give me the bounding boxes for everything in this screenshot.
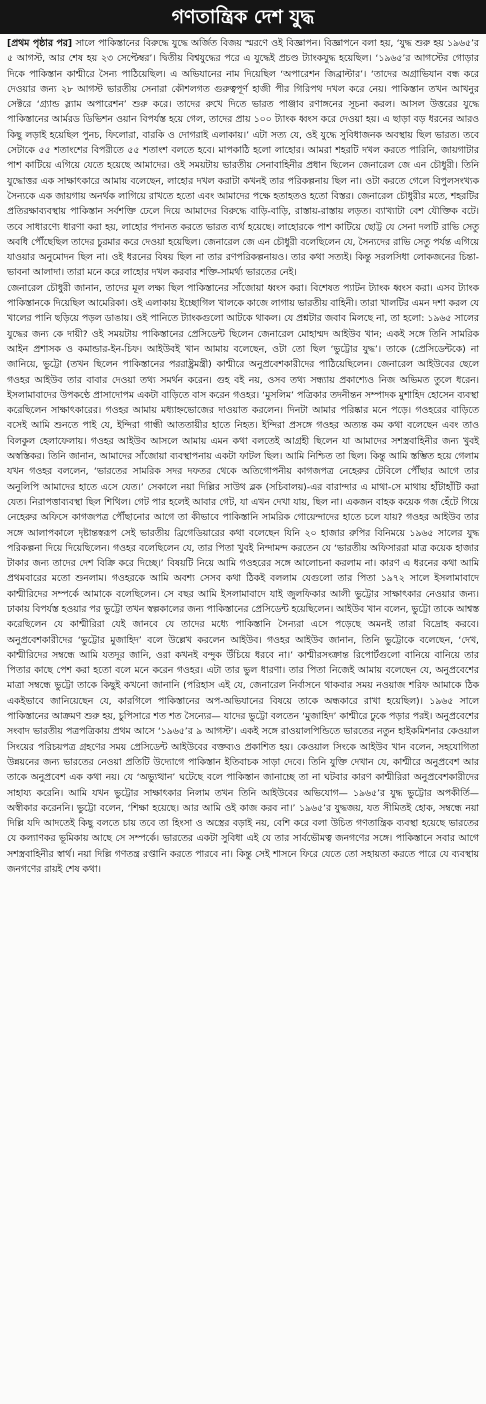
article-body <box>7 36 479 877</box>
headline: গণতান্ত্রিক দেশ যুদ্ধ <box>0 0 486 34</box>
continued-from-page-label: [প্রথম পৃষ্ঠার পর] <box>7 38 73 49</box>
paragraph-text: সালে পাকিস্তানের বিরুদ্ধে যুদ্ধে অর্জিত বিজয় স্মরণে ওই বিজ্ঞাপন। বিজ্ঞাপনে বলা হয়, ‘যুদ্ধ শুরু হয় ১৯৬৫’র ৫ আগস্ট, আর শেষ হয় ২৩ সেপ্টেম্বর’। দ্বিতীয় বিশ্বযুদ্ধের পরে এ যুদ্ধেই প্রচণ্ড ট্যাংকযুদ্ধ হয়েছিল। ‘১৯৬৫’র আগস্টের গোড়ার দিকে পাকিস্তান কাশ্মীরে সৈন্য পাঠিয়েছিল। এ অভিযানের নাম দিয়েছিল ‘অপারেশন জিব্রাল্টার’। ‘তাদের অগ্রাভিযান বন্ধ করে দেওয়ার জন্য ২৮ আগস্ট ভারতীয় সেনারা কৌশলগত গুরুত্বপূর্ণ হাজী পীর গিরিপথ দখল করে নেয়। পাকিস্তান তখন আখনুর সেক্টরে ‘গ্র্যান্ড স্ল্যাম অপারেশন’ শুরু করে। তাদের রুখে দিতে ভারত পাঞ্জাব রণাঙ্গনের সূচনা করল। আসল উত্তরের যুদ্ধে পাকিস্তানের আর্মরড ডিভিশন ওয়ান বিপর্যস্ত হয়ে গেল, তাদের প্রায় ১০০ ট্যাংক ধ্বংস করে দেওয়া হয়। এ ছাড়া বড় ধরনের আরও কিছু লড়াই হয়েছিল পুনচ, ফিলোরা, বারকি ও দোগরাই এলাকায়।’ এটা সত্য যে, ওই যুদ্ধে সুবিধাজনক অবস্থায় ছিল ভারত। তবে সেটাকে ৫৫ শতাংশের বিপরীতে ৫৫ শতাংশ বলতে হবে। মাপকাঠি হলো লাহোর। আমরা শহরটি দখল করতে পারিনি, জায়গাটার পাশ কাটিয়ে এগিয়ে যেতে হয়েছে আমাদের। ওই সময়টায় ভারতীয় সেনাবাহিনীর প্রধান ছিলেন জেনারেল জে এন চৌধুরী। তিনি যুদ্ধোত্তর এক সাক্ষাৎকারে আমায় বলেছেন, লাহোর দখল করাটা কখনই তার পরিকল্পনায় ছিল না। ওটা করতে গেলে বিপুলসংখ্যক সৈন্যকে এক জায়গায় অনর্থক লাগিয়ে রাখতে হতো এবং আমাদের পক্ষে হতাহতও হতো বিস্তর। জেনারেল চৌধুরীর মতে, শহরটির প্রতিরক্ষাব্যবস্থায় পাকিস্তান সর্বশক্তি ঢেলে দিয়ে আমাদের বিরুদ্ধে বাড়ি-বাড়ি, রাস্তায়-রাস্তায় লড়ত। ব্যাখ্যাটা বেশ যৌক্তিক বটে। তবে সাধারণ্যে ধারণা করা হয়, লাহোর পদানত করতে ভারত ব্যর্থ হয়েছে। লাহোরকে পাশ কাটিয়ে ছোট্ট যে সেনা দলটি রাভি সেতু অবধি পৌঁছেছিল তাদের চুরমার করে দেওয়া হয়েছিল। জেনারেল জে এন চৌধুরী বলেছিলেন যে, সৈন্যদের রাভি সেতু পর্যন্ত এগিয়ে যাওয়ার অনুমোদন ছিল না। ওই ধরনের বিষয় ছিল না তার রণপরিকল্পনায়ও। তার কথা সত্যই। কিন্তু সরলসিধা লোকজনের চিন্তা-ভাবনা আলাদা। তারা মনে করে লাহোর দখল করবার শক্তি-সামর্থ্য ভারতের নেই। <box>7 38 479 279</box>
article-paragraph-2: জেনারেল চৌধুরী জানান, তাদের মূল লক্ষ্য ছিল পাকিস্তানের সাঁজোয়া ধ্বংস করা। বিশেষত প্যাটন ট্যাংক ধ্বংস করা। এসব ট্যাংক পাকিস্তানকে দিয়েছিল আমেরিকা। ওই এলাকায় ইচ্ছোগিল খালকে কাজে লাগায় ভারতীয় বাহিনী। তারা খালটির এমন দশা করল যে খালের পানি ছড়িয়ে পড়ল ডাঙায়। ওই পানিতে ট্যাংকগুলো আটকে থাকল। যে প্রশ্নটার জবাব মিলছে না, তা হলো: ১৯৬৫ সালের যুদ্ধের জন্য কে দায়ী? ওই সময়টায় পাকিস্তানের প্রেসিডেন্ট ছিলেন জেনারেল মোহাম্মদ আইউব খান; একই সঙ্গে তিনি সামরিক আইন প্রশাসক ও কমান্ডার-ইন-চিফ। আইউবই খান আমায় বলেছেন, ওটা তো ছিল ‘ভুট্টোর যুদ্ধ’। তাকে (প্রেসিডেন্টকে) না জানিয়ে, ভুট্টো (তখন ছিলেন পাকিস্তানের পররাষ্ট্রমন্ত্রী) কাশ্মীরে অনুপ্রবেশকারীদের পাঠিয়েছিলেন। জেনারেল আইউবের ছেলে গওহর আইউব তার বাবার দেওয়া তথ্য সমর্থন করেন। গুহ বই নয়, ওসব তথ্য সন্ধ্যায় প্রকাশ্যেও নিজ অভিমত তুলে ধরেন। ইসলামাবাদের উপকণ্ঠে প্রাসাদোপম একটা বাড়িতে বাস করেন গওহর। ‘মুসলিম’ পত্রিকার তদনীন্তন সম্পাদক মুশাহিদ হোসেন ব্যবস্থা করেছিলেন সাক্ষাৎকারের। গওহর আমায় মধ্যাহ্নভোজের দাওয়াত করলেন। দিনটা আমার পরিষ্কার মনে পড়ে। গওহরের বাড়িতে বসেই আমি শুনতে পাই যে, ইন্দিরা গান্ধী আততায়ীর হাতে নিহত। ইন্দিরা প্রসঙ্গে গওহর অত্যন্ত কম কথা বলেছেন এবং তাও বিলকুল হেলাফেলায়। গওহর আইউব আসলে আমায় এমন কথা বলতেই আগ্রহী ছিলেন যা আমাদের সশস্ত্রবাহিনীর জন্য খুবই অস্বস্তিকর। তিনি জানান, আমাদের সাঁজোয়া ব্যবস্থাপনায় একটা ফাটল ছিল। আমি নিশ্চিত তা ছিল। কিন্তু আমি স্তম্ভিত হয়ে গেলাম যখন গওহর বললেন, ‘ভারতের সামরিক সদর দফতর থেকে অতিগোপনীয় কাগজপত্র নেহেরুর টেবিলে পৌঁছার আগে তার অনুলিপি আমাদের হাতে এসে যেত।’ সেকালে নয়া দিল্লির সাউথ ব্লক (সচিবালয়)-এর বারান্দার এ মাথা-সে মাথায় হাঁটাহাঁটি করা যেত। নিরাপত্তাব্যবস্থা ছিল শিথিল। গেট পার হলেই আবার গেট, যা এখন দেখা যায়, ছিল না। একজন বাহক কয়েক গজ হেঁটে গিয়ে নেহেরুর অফিসে কাগজপত্র পৌঁছানোর আগে তা কীভাবে পাকিস্তানি সামরিক গোয়েন্দাদের হাতে চলে যায়? গওহর আইউব তার সঙ্গে আলাপকালে দৃষ্টান্তস্বরূপ সেই ভারতীয় ব্রিগেডিয়ারের কথা বলেছেন যিনি ২০ হাজার রুপির বিনিময়ে ১৯৬৫ সালের যুদ্ধ পরিকল্পনা দিয়ে দিয়েছিলেন। গওহর বলেছিলেন যে, তার পিতা খুবই নিন্দামন্দ করতেন যে ‘ভারতীয় অফিসাররা মাত্র কয়েক হাজার টাকার জন্য তাদের দেশ বিক্রি করে দিচ্ছে।’ বিষয়টি নিয়ে আমি গওহরের সঙ্গে আলোচনা করলাম না। কারণ এ ধরনের কথা আমি প্রথমবারের মতো শুনলাম। গওহরকে আমি অবশ্য সেসব কথা ঠিকই বললাম যেগুলো তার পিতা ১৯৭২ সালে ইসলামাবাদে কাশ্মীরিদের সম্পর্কে আমাকে বলেছিলেন। সে বছর আমি ইসলামাবাদে যাই জুলফিকার আলী ভুট্টোর সাক্ষাৎকার নেওয়ার জন্য। ঢাকায় বিপর্যস্ত হওয়ার পর ভুট্টো তখন স্বল্পকালের জন্য পাকিস্তানের প্রেসিডেন্ট হয়েছিলেন। আইউব খান বলেন, ভুট্টো তাকে আশ্বস্ত করেছিলেন যে কাশ্মীরিরা যেই জানবে যে তাদের মধ্যে পাকিস্তানি সৈন্যরা এসে পড়েছে অমনই তারা বিদ্রোহ করবে। অনুপ্রবেশকারীদের ‘ভুট্টোর মুজাহিদ’ বলে উল্লেখ করলেন আইউব। গওহর আইউব জানান, তিনি ভুট্টোকে বলেছেন, ‘দেখ, কাশ্মীরিদের সম্বন্ধে আমি যতদূর জানি, ওরা কখনই বন্দুক উঁচিয়ে ধরবে না।’ কাশ্মীরসংক্রান্ত রিপোর্টগুলো বানিয়ে বানিয়ে তার পিতার কাছে পেশ করা হতো বলে মনে করেন গওহর। এটা তার ভুল ধারণা। তার পিতা নিজেই আমায় বলেছেন যে, অনুপ্রবেশের মাত্রা সম্বন্ধে ভুট্টো তাকে কিছুই কখনো জানানি (পরিহাস এই যে, জেনারেল নির্বাসনে থাকবার সময় নওয়াজ শরিফ আমাকে ঠিক একইভাবে জানিয়েছেন যে, কারগিলে পাকিস্তানের অপ-অভিযানের বিষয়ে তাকে অন্ধকারে রাখা হয়েছিল)। ১৯৬৫ সালে পাকিস্তানের আক্রমণ শুরু হয়, চুপিসারে শত শত সৈন্যের— যাদের ভুট্টো বলতেন ‘মুজাহিদ’ কাশ্মীরে ঢুকে পড়ার পরই। অনুপ্রবেশের সংবাদ ভারতীয় পত্রপত্রিকায় প্রথম আসে ‘১৯৬৫’র ৯ আগস্ট’। একই সঙ্গে রাওয়ালপিন্ডিতে ভারতের নতুন হাইকমিশনার কেওয়াল সিংয়ের পরিচয়পত্র গ্রহণের সময় প্রেসিডেন্ট আইউবের বক্তব্যও প্রকাশিত হয়। কেওয়াল সিংকে আইউব খান বলেন, সহযোগিতা উন্নয়নের জন্য ভারতের নেওয়া প্রতিটি উদ্যোগে পাকিস্তান ইতিবাচক সাড়া দেবে। তিনি যুক্তি দেখান যে, কাশ্মীরে অনুপ্রবেশ আর তাকে অনুপ্রবেশ এক কথা নয়। যে ‘অভ্যুত্থান’ ঘটেছে বলে পাকিস্তান জানাচ্ছে তা না ঘটবার কারণ কাশ্মীরিরা অনুপ্রবেশকারীদের সাহায্য করেনি। আমি যখন ভুট্টোর সাক্ষাৎকার নিলাম তখন তিনি আইউবের অভিযোগ— ১৯৬৫’র যুদ্ধ ভুট্টোর অপকীর্তি— অস্বীকার করেননি। ভুট্টো বলেন, ‘শিক্ষা হয়েছে। আর আমি ওই কাজ করব না।’ ১৯৬৫’র যুদ্ধজয়, যত সীমিতই হোক, সম্বন্ধে নয়া দিল্লি যদি আদতেই কিছু বলতে চায় তবে তা হিংসা ও অস্ত্রের বড়াই নয়, বেশি করে বলা উচিত গণতান্ত্রিক ব্যবস্থা হয়েছে ভারতের যে কল্যাণকর ভূমিকায় আছে সে সম্পর্কে। ভারতের একটা সুবিধা এই যে তার সার্বভৌমত্ব জনগণের সঙ্গে। পাকিস্তানে সবার আগে সশস্ত্রবাহিনীর স্বার্থ। নয়া দিল্লি গণতন্ত্র রপ্তানি করতে পারবে না। কিন্তু সেই শাসনে ফিরে যেতে তো সহায়তা করতে পারে যে ব্যবস্থায় জনগণের রায়ই শেষ কথা। <box>7 282 479 876</box>
article-paragraph-1 <box>7 36 479 281</box>
